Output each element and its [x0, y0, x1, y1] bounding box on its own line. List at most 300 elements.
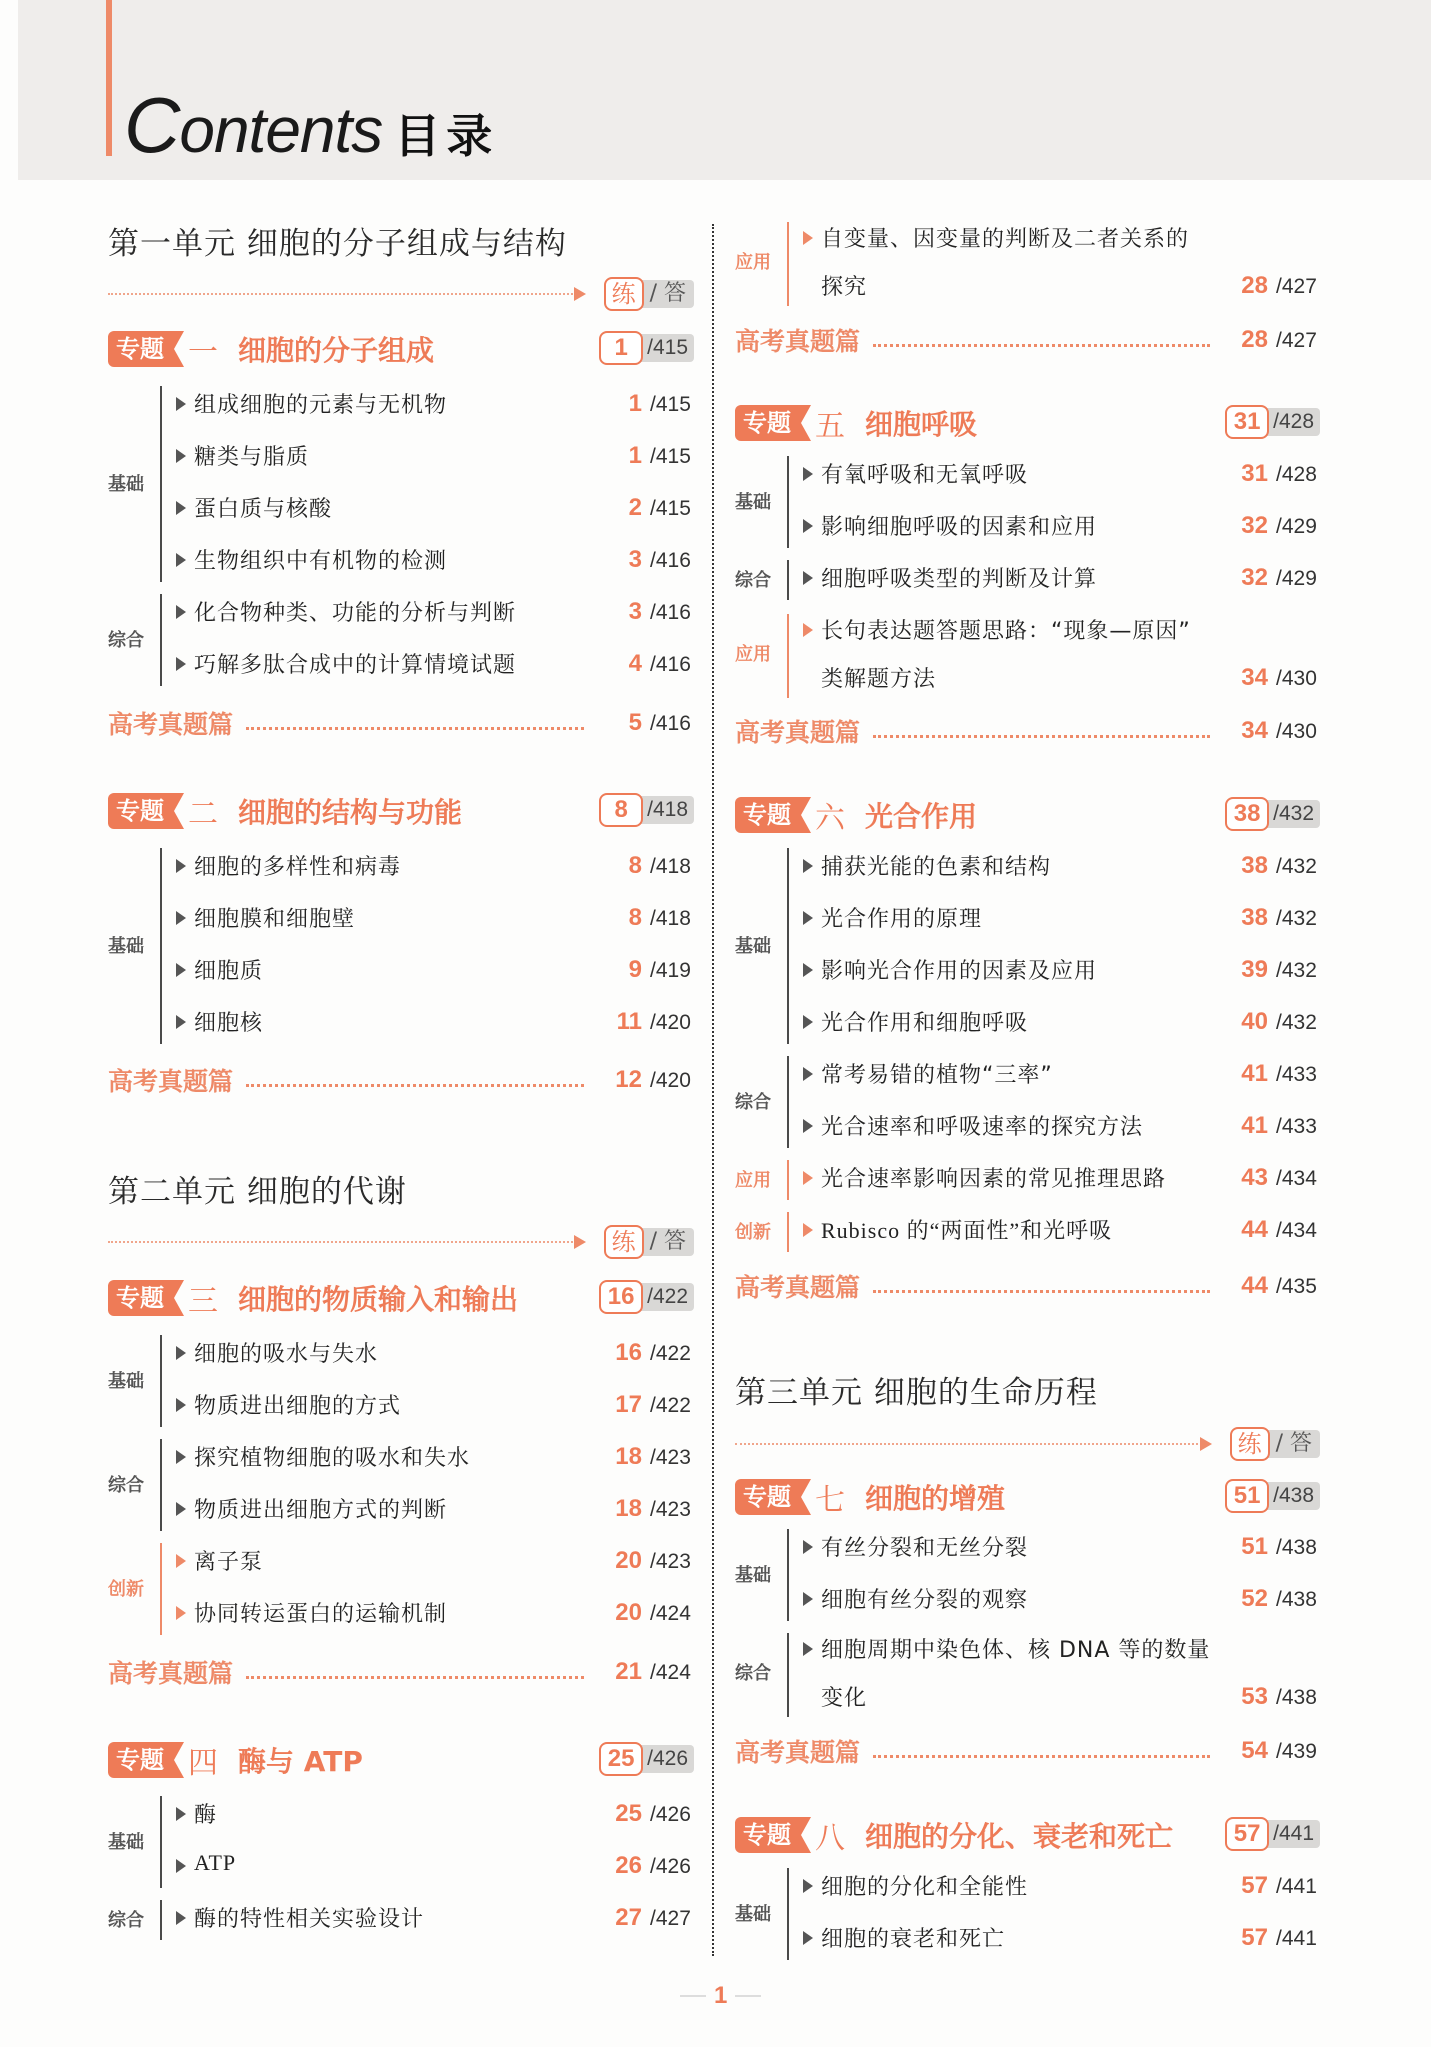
group-label: 综合: [108, 1475, 144, 1496]
answer-page: /426: [650, 1803, 691, 1826]
guide-dash: [108, 1241, 576, 1243]
answer-page: /432: [1276, 959, 1317, 982]
toc-entry[interactable]: [176, 1840, 694, 1892]
answer-page: /441: [1263, 1820, 1320, 1848]
answer-page: /416: [650, 712, 691, 735]
entry-pages: [598, 1339, 694, 1367]
topic-page: [599, 331, 694, 365]
toc-entry[interactable]: [176, 892, 694, 944]
entry-text: 糖类与脂质: [194, 445, 310, 470]
answer-page: /424: [650, 1602, 691, 1625]
triangle-bullet-icon: [803, 1067, 813, 1081]
leader-dots: [873, 344, 1210, 347]
entry-text: 影响光合作用的因素及应用: [821, 959, 1098, 984]
answer-page: /418: [637, 796, 694, 824]
triangle-bullet-icon: [176, 1911, 186, 1925]
answer-page: /427: [650, 1907, 691, 1930]
topic-heading[interactable]: [735, 403, 1320, 443]
triangle-bullet-icon: [176, 657, 186, 671]
entry-pages: [598, 1495, 694, 1523]
answer-page: /416: [650, 653, 691, 676]
practice-page: 38: [1225, 797, 1269, 831]
topic-tag: 专题: [108, 1280, 174, 1316]
entry-text: 细胞的分化和全能性: [821, 1875, 1029, 1900]
entry-text: 长句表达题答题思路：“现象—原因”: [821, 619, 1191, 644]
topic-page: [1225, 405, 1320, 439]
topic-tag: 专题: [108, 1742, 174, 1778]
answer-page: /420: [650, 1069, 691, 1092]
group-label: 基础: [735, 1904, 771, 1925]
entry-pages: [1224, 1683, 1320, 1711]
practice-page: 1: [628, 390, 642, 417]
toc-entry[interactable]: [176, 1379, 694, 1431]
entry-pages: [1224, 326, 1320, 354]
entry-text: Rubisco 的“两面性”和光呼吸: [821, 1218, 1113, 1243]
entry-pages: [1224, 1872, 1320, 1900]
toc-entry[interactable]: [803, 840, 1320, 892]
group-label: 基础: [108, 936, 144, 957]
entry-text: 物质进出细胞的方式: [194, 1394, 402, 1419]
toc-entry[interactable]: [803, 1573, 1320, 1625]
answer-page: /423: [650, 1550, 691, 1573]
entry-pages: [598, 956, 694, 984]
entry-pages: [1224, 272, 1320, 300]
practice-page: 25: [615, 1800, 642, 1827]
practice-page: 27: [615, 1904, 642, 1931]
practice-page: 8: [599, 793, 643, 827]
practice-page: 9: [628, 956, 642, 983]
topic-heading[interactable]: [108, 1278, 694, 1318]
topic-page: [599, 1280, 694, 1314]
entry-text: 细胞有丝分裂的观察: [821, 1588, 1029, 1613]
practice-page: 41: [1241, 1060, 1268, 1087]
topic-name: 细胞的物质输入和输出: [238, 1283, 519, 1316]
practice-page: 1: [628, 442, 642, 469]
entry-pages: [598, 650, 694, 678]
topic-heading[interactable]: [735, 1477, 1320, 1517]
group-label: 综合: [108, 630, 144, 651]
practice-page: 20: [615, 1599, 642, 1626]
group-label: 基础: [108, 1832, 144, 1853]
group-line: [787, 222, 789, 306]
triangle-bullet-icon: [176, 397, 186, 411]
triangle-bullet-icon: [803, 1540, 813, 1554]
toc-entry[interactable]: [803, 1100, 1320, 1152]
leader-dots: [873, 1755, 1210, 1758]
triangle-bullet-icon: [176, 911, 186, 925]
topic-tag: 专题: [735, 1817, 801, 1853]
group-line: [787, 614, 789, 698]
toc-entry[interactable]: [803, 944, 1320, 996]
entry-pages: [1224, 1272, 1320, 1300]
entry-text: 细胞的多样性和病毒: [194, 855, 402, 880]
triangle-bullet-icon: [176, 1606, 186, 1620]
entry-pages: [1224, 664, 1320, 692]
topic-page: [599, 1742, 694, 1776]
answer-page: /423: [650, 1446, 691, 1469]
group-line: [787, 1056, 789, 1148]
toc-entry[interactable]: [176, 638, 694, 690]
practice-answer-badge: [604, 1225, 694, 1259]
group-line: [160, 1439, 162, 1531]
entry-pages: [1224, 956, 1320, 984]
exam-label: 高考真题篇: [735, 1273, 861, 1302]
entry-text-line2: 探究: [821, 275, 868, 300]
triangle-bullet-icon: [803, 623, 813, 637]
toc-entry[interactable]: [176, 840, 694, 892]
topic-tag: 专题: [108, 793, 174, 829]
toc-entry[interactable]: [176, 1892, 694, 1944]
header-accent-bar: [106, 0, 112, 156]
practice-page: 38: [1241, 904, 1268, 931]
topic-name: 细胞的分化、衰老和死亡: [865, 1820, 1174, 1853]
group-label: 应用: [735, 252, 771, 273]
entry-pages: [598, 1599, 694, 1627]
triangle-bullet-icon: [803, 1119, 813, 1133]
toc-entry[interactable]: [803, 1048, 1320, 1100]
entry-pages: [1224, 460, 1320, 488]
entry-pages: [598, 390, 694, 418]
toc-entry[interactable]: [803, 1204, 1320, 1256]
topic-page: [1225, 1817, 1320, 1851]
exam-section[interactable]: [108, 1652, 694, 1692]
unit-guide: [108, 277, 694, 311]
entry-text: 组成细胞的元素与无机物: [194, 393, 448, 418]
column-divider: [712, 224, 714, 1956]
answer-page: /438: [1263, 1482, 1320, 1510]
group-line: [160, 1543, 162, 1635]
page-number-value: 1: [714, 1982, 728, 2009]
group-line: [787, 1212, 789, 1252]
practice-page: 8: [628, 852, 642, 879]
practice-page: 51: [1225, 1479, 1269, 1513]
topic-tag: 专题: [108, 331, 174, 367]
practice-page: 12: [615, 1066, 642, 1093]
title-cap: C: [124, 81, 180, 169]
topic-number: 六: [815, 801, 845, 836]
entry-pages: [1224, 717, 1320, 745]
toc-entry[interactable]: [176, 1431, 694, 1483]
entry-text: 离子泵: [194, 1550, 264, 1575]
topic-number: 二: [188, 797, 218, 832]
exam-section[interactable]: [735, 1731, 1320, 1771]
answer-page: /435: [1276, 1275, 1317, 1298]
entry-pages: [598, 852, 694, 880]
entry-pages: [598, 1658, 694, 1686]
answer-label: / 答: [1262, 1430, 1320, 1458]
practice-label: 练: [604, 1225, 644, 1259]
toc-entry[interactable]: [176, 1788, 694, 1840]
answer-page: /441: [1276, 1875, 1317, 1898]
topic-tag: 专题: [735, 405, 801, 441]
group-label: 综合: [108, 1910, 144, 1931]
practice-page: 54: [1241, 1737, 1268, 1764]
topic-heading[interactable]: [735, 795, 1320, 835]
practice-page: 40: [1241, 1008, 1268, 1035]
practice-page: 57: [1225, 1817, 1269, 1851]
triangle-bullet-icon: [176, 449, 186, 463]
exam-section[interactable]: [735, 711, 1320, 751]
arrow-right-icon: [574, 287, 586, 301]
triangle-bullet-icon: [803, 1223, 813, 1237]
practice-page: 34: [1241, 717, 1268, 744]
answer-page: /427: [1276, 329, 1317, 352]
topic-name: 细胞的结构与功能: [238, 796, 463, 829]
toc-entry[interactable]: [803, 1152, 1320, 1204]
answer-page: /420: [650, 1011, 691, 1034]
triangle-bullet-icon: [803, 231, 813, 245]
entry-text: 协同转运蛋白的运输机制: [194, 1602, 448, 1627]
group-line: [787, 1868, 789, 1960]
answer-page: /433: [1276, 1115, 1317, 1138]
answer-page: /419: [650, 959, 691, 982]
group-label: 创新: [108, 1579, 144, 1600]
practice-page: 31: [1241, 460, 1268, 487]
topic-number: 四: [188, 1746, 218, 1781]
topic-heading[interactable]: [108, 1740, 694, 1780]
answer-page: /415: [650, 393, 691, 416]
unit-title: 第二单元 细胞的代谢: [108, 1174, 407, 1210]
answer-page: /430: [1276, 667, 1317, 690]
answer-page: /434: [1276, 1167, 1317, 1190]
answer-page: /432: [1263, 800, 1320, 828]
answer-page: /428: [1263, 408, 1320, 436]
exam-section[interactable]: [108, 703, 694, 743]
group-line: [787, 1529, 789, 1621]
practice-page: 8: [628, 904, 642, 931]
practice-page: 57: [1241, 1924, 1268, 1951]
triangle-bullet-icon: [176, 1859, 186, 1873]
answer-page: /415: [650, 445, 691, 468]
answer-page: /432: [1276, 855, 1317, 878]
entry-text: 光合作用的原理: [821, 907, 983, 932]
practice-answer-badge: [604, 277, 694, 311]
entry-pages: [598, 1904, 694, 1932]
triangle-bullet-icon: [176, 1398, 186, 1412]
triangle-bullet-icon: [176, 963, 186, 977]
practice-page: 43: [1241, 1164, 1268, 1191]
topic-number: 八: [815, 1821, 845, 1856]
group-label: 基础: [735, 936, 771, 957]
triangle-bullet-icon: [803, 1171, 813, 1185]
unit-title: 第一单元 细胞的分子组成与结构: [108, 226, 567, 262]
practice-page: 41: [1241, 1112, 1268, 1139]
triangle-bullet-icon: [803, 1642, 813, 1656]
group-label: 应用: [735, 644, 771, 665]
topic-name: 酶与 ATP: [238, 1745, 363, 1778]
entry-text: 有氧呼吸和无氧呼吸: [821, 463, 1029, 488]
topic-name: 细胞呼吸: [865, 408, 978, 441]
triangle-bullet-icon: [803, 519, 813, 533]
entry-text: 影响细胞呼吸的因素和应用: [821, 515, 1098, 540]
practice-label: 练: [604, 277, 644, 311]
entry-pages: [1224, 1737, 1320, 1765]
entry-text: 细胞的衰老和死亡: [821, 1927, 1006, 1952]
exam-label: 高考真题篇: [108, 1659, 234, 1688]
entry-pages: [1224, 1924, 1320, 1952]
practice-page: 16: [599, 1280, 643, 1314]
practice-page: 18: [615, 1443, 642, 1470]
toc-entry[interactable]: [176, 378, 694, 430]
exam-section[interactable]: [735, 320, 1320, 360]
group-line: [787, 1633, 789, 1717]
toc-entry[interactable]: [803, 996, 1320, 1048]
toc-entry[interactable]: [176, 430, 694, 482]
title-english: [124, 80, 382, 171]
entry-text: 光合速率和呼吸速率的探究方法: [821, 1115, 1144, 1140]
group-line: [160, 1335, 162, 1427]
exam-section[interactable]: [108, 1060, 694, 1100]
triangle-bullet-icon: [803, 1015, 813, 1029]
entry-text: 自变量、因变量的判断及二者关系的: [821, 227, 1190, 252]
answer-label: / 答: [636, 1228, 694, 1256]
toc-entry[interactable]: [803, 1912, 1320, 1964]
entry-text-line2: 变化: [821, 1686, 868, 1711]
group-line: [160, 386, 162, 582]
practice-page: 44: [1241, 1272, 1268, 1299]
entry-pages: [598, 494, 694, 522]
entry-text: 光合作用和细胞呼吸: [821, 1011, 1029, 1036]
group-line: [160, 1900, 162, 1940]
topic-name: 光合作用: [865, 800, 978, 833]
toc-entry[interactable]: [176, 482, 694, 534]
toc-entry[interactable]: [803, 212, 1320, 312]
practice-page: 1: [599, 331, 643, 365]
answer-page: /438: [1276, 1686, 1317, 1709]
entry-text: 有丝分裂和无丝分裂: [821, 1536, 1029, 1561]
triangle-bullet-icon: [176, 1502, 186, 1516]
group-label: 综合: [735, 1092, 771, 1113]
answer-label: / 答: [636, 280, 694, 308]
guide-dash: [108, 293, 576, 295]
practice-page: 39: [1241, 956, 1268, 983]
toc-entry[interactable]: [176, 944, 694, 996]
toc-entry[interactable]: [176, 1327, 694, 1379]
leader-dots: [246, 1084, 584, 1087]
leader-dots: [873, 1290, 1210, 1293]
toc-entry[interactable]: [176, 534, 694, 586]
answer-page: /418: [650, 907, 691, 930]
toc-entry[interactable]: [803, 892, 1320, 944]
leader-dots: [246, 727, 584, 730]
entry-text: ATP: [194, 1850, 237, 1875]
exam-section[interactable]: [735, 1266, 1320, 1306]
practice-page: 57: [1241, 1872, 1268, 1899]
triangle-bullet-icon: [803, 571, 813, 585]
group-line: [160, 594, 162, 686]
entry-pages: [598, 1800, 694, 1828]
answer-page: /434: [1276, 1219, 1317, 1242]
exam-label: 高考真题篇: [735, 1738, 861, 1767]
topic-name: 细胞的增殖: [865, 1482, 1006, 1515]
topic-heading[interactable]: [735, 1815, 1320, 1855]
exam-label: 高考真题篇: [735, 327, 861, 356]
entry-text: 蛋白质与核酸: [194, 497, 333, 522]
entry-pages: [598, 1008, 694, 1036]
entry-pages: [598, 1547, 694, 1575]
entry-text: 酶: [194, 1803, 218, 1828]
topic-name: 细胞的分子组成: [238, 334, 435, 367]
triangle-bullet-icon: [176, 1015, 186, 1029]
entry-text: 细胞核: [194, 1011, 264, 1036]
toc-entry[interactable]: [803, 552, 1320, 604]
topic-page: [1225, 1479, 1320, 1513]
toc-entry[interactable]: [176, 1535, 694, 1587]
answer-page: /415: [637, 334, 694, 362]
toc-entry[interactable]: [803, 500, 1320, 552]
practice-page: 34: [1241, 664, 1268, 691]
practice-page: 25: [599, 1742, 643, 1776]
guide-dash: [735, 1443, 1202, 1445]
toc-entry[interactable]: [803, 1521, 1320, 1573]
practice-page: 3: [628, 546, 642, 573]
entry-pages: [1224, 1164, 1320, 1192]
entry-pages: [1224, 1216, 1320, 1244]
group-label: 基础: [108, 474, 144, 495]
entry-pages: [598, 1852, 694, 1880]
toc-entry[interactable]: [176, 1587, 694, 1639]
triangle-bullet-icon: [803, 963, 813, 977]
triangle-bullet-icon: [803, 859, 813, 873]
entry-text: 化合物种类、功能的分析与判断: [194, 601, 517, 626]
answer-page: /441: [1276, 1927, 1317, 1950]
group-label: 创新: [735, 1222, 771, 1243]
practice-page: 21: [615, 1658, 642, 1685]
practice-answer-badge: [1230, 1427, 1320, 1461]
practice-page: 32: [1241, 512, 1268, 539]
entry-text: 巧解多肽合成中的计算情境试题: [194, 653, 517, 678]
triangle-bullet-icon: [803, 1592, 813, 1606]
entry-pages: [598, 546, 694, 574]
practice-page: 38: [1241, 852, 1268, 879]
triangle-bullet-icon: [176, 859, 186, 873]
toc-entry[interactable]: [803, 1860, 1320, 1912]
toc-entry[interactable]: [803, 448, 1320, 500]
entry-text-line2: 类解题方法: [821, 667, 937, 692]
answer-page: /439: [1276, 1740, 1317, 1763]
toc-entry[interactable]: [803, 604, 1320, 704]
topic-number: 三: [188, 1284, 218, 1319]
exam-label: 高考真题篇: [735, 718, 861, 747]
practice-page: 28: [1241, 272, 1268, 299]
topic-number: 五: [815, 409, 845, 444]
practice-page: 52: [1241, 1585, 1268, 1612]
entry-pages: [1224, 1008, 1320, 1036]
answer-page: /416: [650, 549, 691, 572]
triangle-bullet-icon: [176, 605, 186, 619]
toc-entry[interactable]: [176, 586, 694, 638]
entry-pages: [1224, 1585, 1320, 1613]
toc-entry[interactable]: [176, 996, 694, 1048]
entry-text: 探究植物细胞的吸水和失水: [194, 1446, 471, 1471]
answer-page: /438: [1276, 1536, 1317, 1559]
practice-page: 17: [615, 1391, 642, 1418]
group-label: 应用: [735, 1170, 771, 1191]
practice-page: 4: [628, 650, 642, 677]
answer-page: /423: [650, 1498, 691, 1521]
toc-entry[interactable]: [803, 1623, 1320, 1723]
topic-heading[interactable]: [108, 791, 694, 831]
entry-pages: [1224, 564, 1320, 592]
topic-heading[interactable]: [108, 329, 694, 369]
arrow-right-icon: [574, 1235, 586, 1249]
triangle-bullet-icon: [176, 1346, 186, 1360]
triangle-bullet-icon: [176, 1450, 186, 1464]
toc-entry[interactable]: [176, 1483, 694, 1535]
entry-pages: [598, 442, 694, 470]
answer-page: /422: [650, 1394, 691, 1417]
practice-page: 2: [628, 494, 642, 521]
